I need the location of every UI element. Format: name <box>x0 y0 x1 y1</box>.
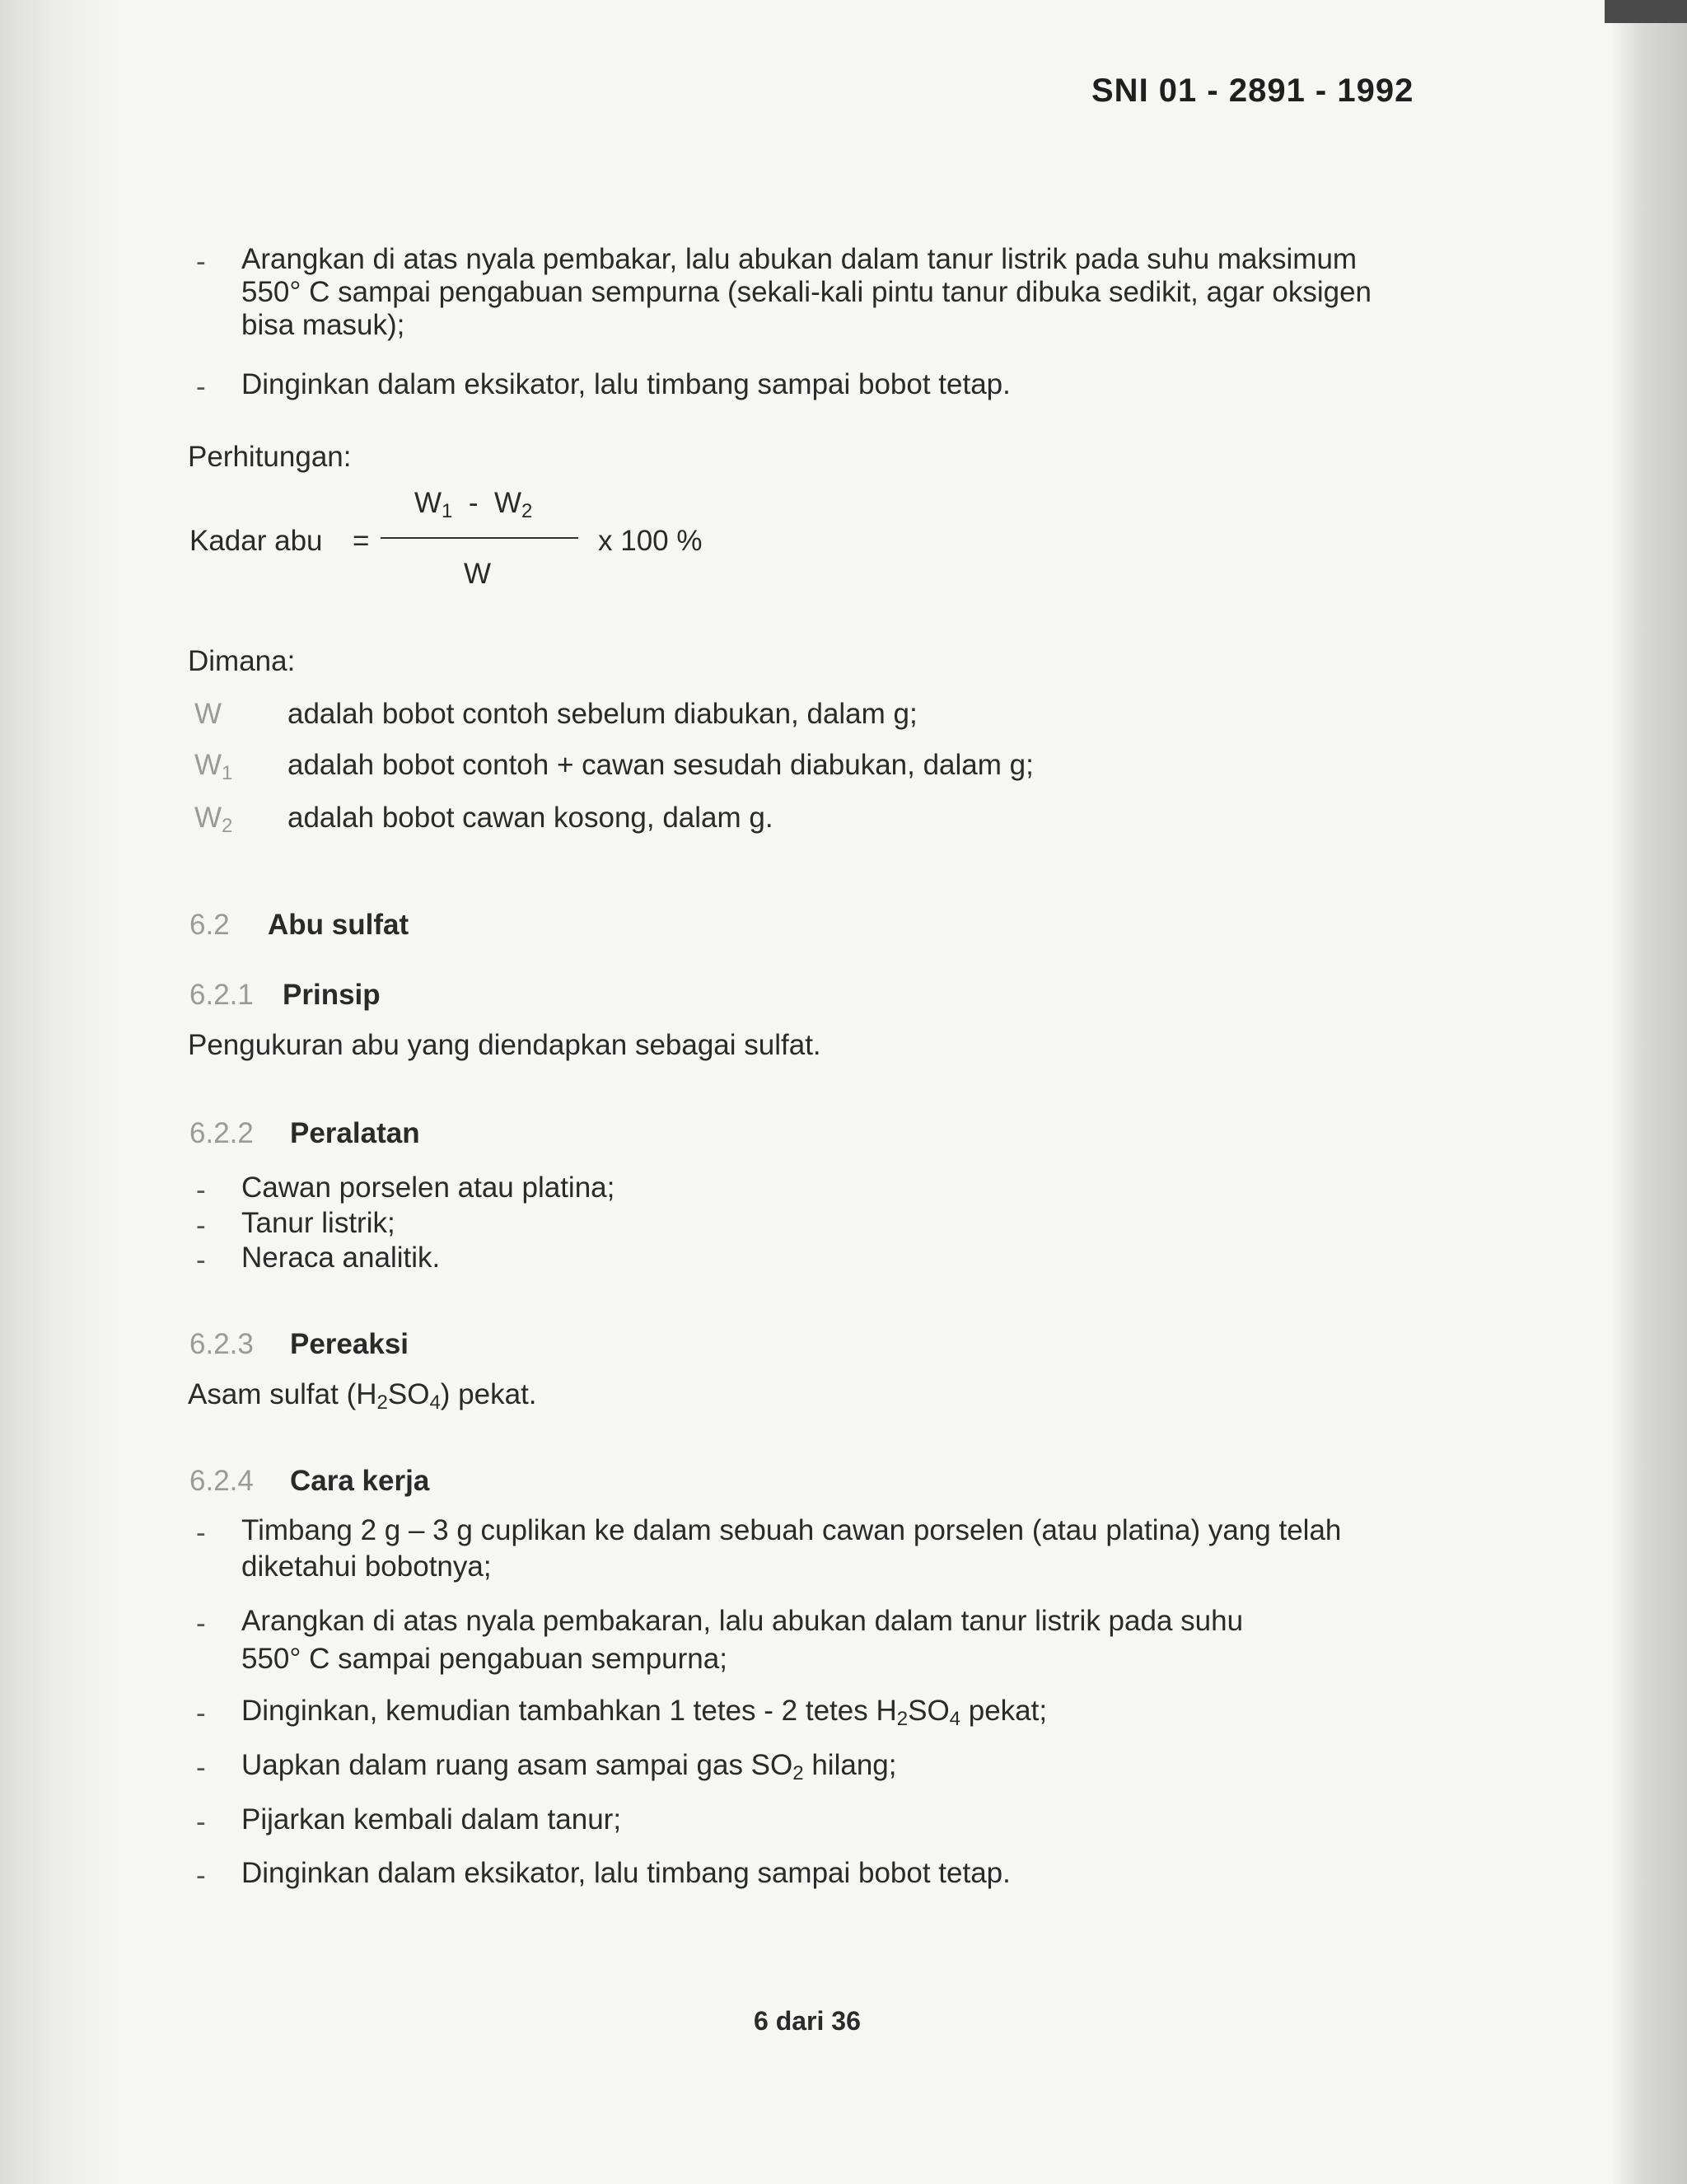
definition-symbol: W <box>194 698 222 730</box>
calculation-heading: Perhitungan: <box>188 441 352 473</box>
page-number: 6 dari 36 <box>754 2006 861 2036</box>
bullet-dash: - <box>196 1244 206 1276</box>
section-number: 6.2 <box>189 909 230 941</box>
formula-numerator: $W_1 - W_2$ <box>414 487 533 522</box>
subsection-number: 6.2.3 <box>189 1328 254 1360</box>
intro-step-1-line-1: Arangkan di atas nyala pembakar, lalu abukan dalam tanur listrik pada suhu maksimum <box>241 243 1358 275</box>
intro-step-2: Dinginkan dalam eksikator, lalu timbang sampai bobot tetap. <box>241 368 1011 400</box>
step-1-line-1: Timbang 2 g – 3 g cuplikan ke dalam sebuah cawan porselen (atau platina) yang telah <box>241 1514 1342 1546</box>
definition-text: adalah bobot cawan kosong, dalam g. <box>287 802 773 834</box>
subsection-number: 6.2.4 <box>189 1465 254 1497</box>
where-heading: Dimana: <box>188 645 296 677</box>
list-item: Tanur listrik; <box>241 1207 395 1239</box>
formula-denominator: W <box>464 558 492 590</box>
step-2-line-2: 550° C sampai pengabuan sempurna; <box>241 1643 727 1675</box>
bullet-dash: - <box>196 1751 206 1784</box>
bullet-dash: - <box>196 1859 206 1892</box>
bullet-dash: - <box>196 1607 206 1639</box>
list-item: Cawan porselen atau platina; <box>241 1172 615 1204</box>
pereaksi-text: Asam sulfat $(H_2SO_4)$ pekat. <box>188 1378 537 1414</box>
scan-corner <box>1605 0 1687 23</box>
formula-multiplier: x 100 % <box>598 525 703 557</box>
step-2-line-1: Arangkan di atas nyala pembakaran, lalu abukan dalam tanur listrik pada suhu <box>241 1605 1244 1637</box>
fraction-bar <box>381 537 578 539</box>
bullet-dash: - <box>196 1174 206 1206</box>
definition-text: adalah bobot contoh + cawan sesudah diabukan, dalam g; <box>287 749 1034 781</box>
document-code: SNI 01 - 2891 - 1992 <box>1091 72 1414 109</box>
formula-equals: = <box>353 525 370 557</box>
step-3: Dinginkan, kemudian tambahkan 1 tetes - 2 tetes $H_2SO_4$ pekat; <box>241 1695 1048 1730</box>
definition-symbol: $W_1$ <box>194 749 233 784</box>
subsection-number: 6.2.2 <box>189 1117 254 1149</box>
intro-step-1-line-3: bisa masuk); <box>241 309 405 341</box>
step-1-line-2: diketahui bobotnya; <box>241 1550 492 1583</box>
formula-label: Kadar abu <box>189 525 323 557</box>
subsection-title: Peralatan <box>290 1117 420 1149</box>
subsection-title: Pereaksi <box>290 1328 409 1360</box>
bullet-dash: - <box>196 1806 206 1838</box>
bullet-dash: - <box>196 371 206 403</box>
bullet-dash: - <box>196 1517 206 1549</box>
definition-symbol: $W_2$ <box>194 802 233 837</box>
step-6: Dinginkan dalam eksikator, lalu timbang sampai bobot tetap. <box>241 1857 1011 1889</box>
bullet-dash: - <box>196 1209 206 1242</box>
prinsip-text: Pengukuran abu yang diendapkan sebagai sulfat. <box>188 1029 821 1061</box>
intro-step-1-line-2: 550° C sampai pengabuan sempurna (sekali-kali pintu tanur dibuka sedikit, agar oksigen <box>241 276 1372 308</box>
subsection-title: Cara kerja <box>290 1465 430 1497</box>
subsection-title: Prinsip <box>283 979 381 1011</box>
page-shadow-left <box>0 0 124 2184</box>
step-4: Uapkan dalam ruang asam sampai gas $SO_2$ hilang; <box>241 1749 897 1784</box>
list-item: Neraca analitik. <box>241 1242 441 1274</box>
section-title: Abu sulfat <box>268 909 409 941</box>
step-5: Pijarkan kembali dalam tanur; <box>241 1803 622 1836</box>
bullet-dash: - <box>196 246 206 278</box>
page-edge-right <box>1613 0 1687 2184</box>
subsection-number: 6.2.1 <box>189 979 254 1011</box>
bullet-dash: - <box>196 1697 206 1729</box>
definition-text: adalah bobot contoh sebelum diabukan, dalam g; <box>287 698 918 730</box>
